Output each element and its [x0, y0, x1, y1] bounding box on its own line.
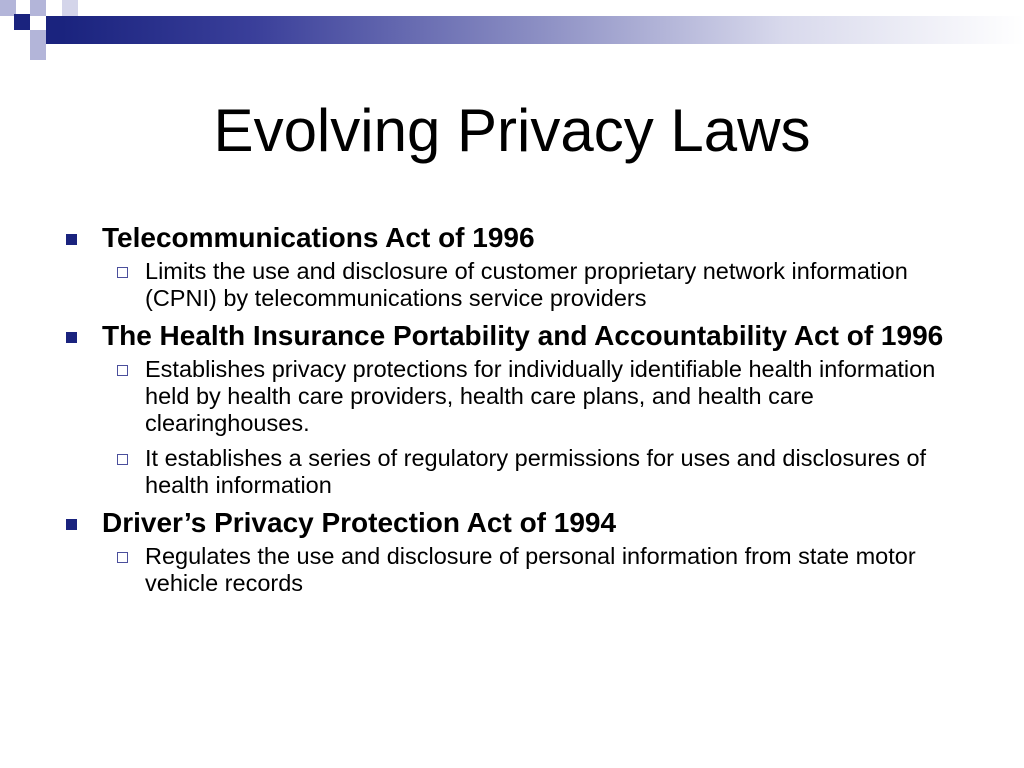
bullet-heading: Driver’s Privacy Protection Act of 1994 [102, 507, 617, 538]
sub-bullet-text: Limits the use and disclosure of customer proprietary network information (CPNI) by telecommunications service providers [145, 258, 908, 311]
hollow-square-icon [117, 552, 128, 563]
hollow-square-icon [117, 365, 128, 376]
filled-square-icon [66, 519, 77, 530]
sub-bullet-item [102, 356, 980, 437]
deco-square [30, 30, 46, 46]
sub-bullet-text: It establishes a series of regulatory permissions for uses and disclosures of health information [145, 445, 927, 498]
bullet-item-dppa [60, 507, 980, 597]
hollow-square-icon [117, 454, 128, 465]
sub-bullet-item [102, 543, 980, 597]
deco-square [14, 30, 30, 46]
sub-bullet-item [102, 258, 980, 312]
deco-square [30, 46, 46, 60]
sub-bullet-list [102, 543, 980, 597]
bullet-list [60, 222, 980, 605]
filled-square-icon [66, 234, 77, 245]
bullet-heading: The Health Insurance Portability and Accountability Act of 1996 [102, 320, 944, 351]
hollow-square-icon [117, 267, 128, 278]
bullet-heading: Telecommunications Act of 1996 [102, 222, 535, 253]
bullet-item-telecom-act [60, 222, 980, 312]
sub-bullet-text: Regulates the use and disclosure of personal information from state motor vehicle records [145, 543, 916, 596]
deco-square [30, 0, 46, 16]
slide-title: Evolving Privacy Laws [213, 97, 811, 164]
gradient-header-bar [62, 16, 1024, 44]
sub-bullet-list [102, 258, 980, 312]
filled-square-icon [66, 332, 77, 343]
deco-square [46, 16, 62, 44]
bullet-item-hipaa [60, 320, 980, 499]
deco-square [62, 0, 78, 16]
sub-bullet-item [102, 445, 980, 499]
deco-square [46, 0, 62, 16]
deco-square [16, 0, 30, 14]
deco-square [14, 14, 30, 30]
deco-square [30, 16, 46, 30]
sub-bullet-list [102, 356, 980, 499]
sub-bullet-text: Establishes privacy protections for individually identifiable health information held by health care providers, health care plans, and health care clearinghouses. [145, 356, 936, 436]
